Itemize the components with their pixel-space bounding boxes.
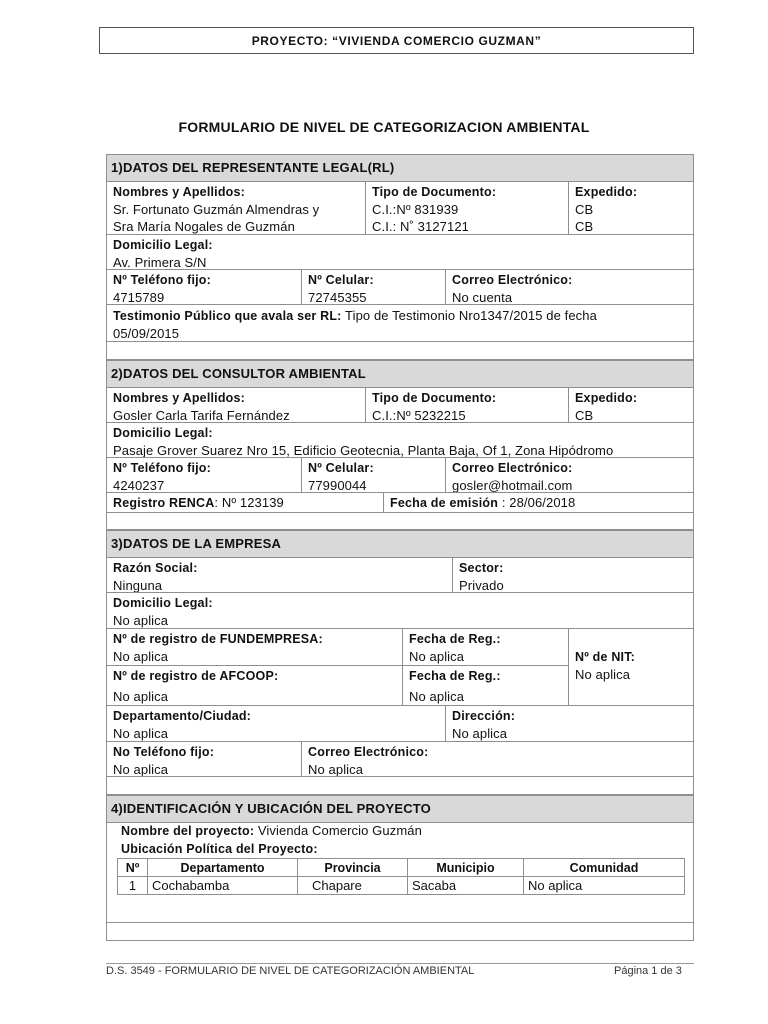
em-nit-label: Nº de NIT: bbox=[575, 650, 636, 664]
em-nit-cell bbox=[568, 629, 693, 705]
em-afcoop-label: Nº de registro de AFCOOP: bbox=[113, 669, 279, 683]
ca-domicilio-value: Pasaje Grover Suarez Nro 15, Edificio Geotecnia, Planta Baja, Of 1, Zona Hipódromo bbox=[113, 443, 614, 458]
footer-page-number: Página 1 de 3 bbox=[614, 965, 682, 977]
em-dir-value: No aplica bbox=[452, 726, 508, 741]
rl-names-value-1: Sr. Fortunato Guzmán Almendras y bbox=[113, 202, 320, 217]
section-identificacion-proyecto bbox=[106, 795, 694, 941]
rl-names-cell bbox=[107, 182, 365, 234]
em-fund-label: Nº de registro de FUNDEMPRESA: bbox=[113, 632, 323, 646]
rl-domicilio-value: Av. Primera S/N bbox=[113, 255, 207, 270]
ca-names-value: Gosler Carla Tarifa Fernández bbox=[113, 408, 290, 423]
ca-fecha-value: : 28/06/2018 bbox=[498, 495, 576, 510]
ca-mail-label: Correo Electrónico: bbox=[452, 461, 573, 475]
rl-cel-label: Nº Celular: bbox=[308, 273, 374, 287]
section-4-header: 4)IDENTIFICACIÓN Y UBICACIÓN DEL PROYECTO bbox=[107, 796, 693, 822]
ca-names-cell bbox=[107, 388, 365, 422]
section-datos-empresa bbox=[106, 530, 694, 795]
ca-doc-value: C.I.:Nº 5232215 bbox=[372, 408, 466, 423]
ca-renca-cell bbox=[107, 493, 383, 512]
pr-ubicacion-label: Ubicación Política del Proyecto: bbox=[121, 842, 318, 856]
ca-renca-row bbox=[107, 492, 693, 512]
rl-testimonio-value-1: Tipo de Testimonio Nro1347/2015 de fecha bbox=[341, 308, 597, 323]
em-tel-value: No aplica bbox=[113, 762, 169, 777]
em-domicilio-label: Domicilio Legal: bbox=[113, 596, 213, 610]
cell-provincia: Chapare bbox=[298, 877, 408, 895]
rl-doc-label: Tipo de Documento: bbox=[372, 185, 497, 199]
ca-cel-value: 77990044 bbox=[308, 478, 367, 493]
ca-contact-row bbox=[107, 457, 693, 492]
ca-mail-cell bbox=[445, 458, 693, 492]
rl-contact-row bbox=[107, 269, 693, 304]
cell-numero: 1 bbox=[118, 877, 148, 895]
ca-mail-value: gosler@hotmail.com bbox=[452, 478, 573, 493]
em-mail-label: Correo Electrónico: bbox=[308, 745, 429, 759]
section-2-spacer bbox=[107, 512, 693, 531]
em-razon-cell bbox=[107, 558, 452, 592]
em-depto-cell bbox=[107, 706, 445, 741]
rl-exp-value-2: CB bbox=[575, 219, 594, 234]
ca-fecha-label: Fecha de emisión bbox=[390, 496, 499, 510]
cell-municipio: Sacaba bbox=[408, 877, 524, 895]
rl-cel-cell bbox=[301, 270, 445, 304]
ca-fecha-cell bbox=[383, 493, 693, 512]
ca-exp-value: CB bbox=[575, 408, 594, 423]
section-consultor-ambiental bbox=[106, 360, 694, 530]
em-razon-value: Ninguna bbox=[113, 578, 163, 593]
em-registro-row bbox=[107, 628, 693, 705]
rl-mail-label: Correo Electrónico: bbox=[452, 273, 573, 287]
em-razon-row bbox=[107, 557, 693, 592]
pr-nombre-label: Nombre del proyecto: bbox=[121, 824, 255, 838]
rl-mail-value: No cuenta bbox=[452, 290, 513, 305]
section-1-spacer bbox=[107, 341, 693, 361]
em-domicilio-cell bbox=[107, 593, 693, 628]
rl-tel-value: 4715789 bbox=[113, 290, 165, 305]
em-dir-label: Dirección: bbox=[452, 709, 516, 723]
rl-tel-cell bbox=[107, 270, 301, 304]
em-afcoop-value: No aplica bbox=[113, 689, 169, 704]
rl-names-label: Nombres y Apellidos: bbox=[113, 185, 246, 199]
em-tel-cell bbox=[107, 742, 301, 776]
ca-exp-cell bbox=[568, 388, 693, 422]
ca-cel-cell bbox=[301, 458, 445, 492]
pr-nombre-value: Vivienda Comercio Guzmán bbox=[254, 823, 422, 838]
em-fecha2-value: No aplica bbox=[409, 689, 465, 704]
col-provincia-header: Provincia bbox=[298, 859, 408, 877]
em-fecha1-value: No aplica bbox=[409, 649, 465, 664]
section-3-spacer bbox=[107, 776, 693, 796]
rl-domicilio-label: Domicilio Legal: bbox=[113, 238, 213, 252]
rl-doc-value-2: C.I.: N˚ 3127121 bbox=[372, 219, 469, 234]
cell-comunidad: No aplica bbox=[524, 877, 685, 895]
cell-departamento: Cochabamba bbox=[148, 877, 298, 895]
section-3-header: 3)DATOS DE LA EMPRESA bbox=[107, 531, 693, 557]
footer-divider bbox=[106, 963, 694, 964]
em-depto-value: No aplica bbox=[113, 726, 169, 741]
ca-renca-value: : Nº 123139 bbox=[214, 495, 284, 510]
ca-names-label: Nombres y Apellidos: bbox=[113, 391, 246, 405]
rl-names-value-2: Sra María Nogales de Guzmán bbox=[113, 219, 295, 234]
pr-nombre bbox=[121, 823, 422, 838]
em-sector-value: Privado bbox=[459, 578, 504, 593]
col-comunidad-header: Comunidad bbox=[524, 859, 685, 877]
em-afcoop-cell bbox=[107, 665, 402, 705]
rl-exp-cell bbox=[568, 182, 693, 234]
em-fecha1-cell bbox=[402, 629, 568, 665]
ca-cel-label: Nº Celular: bbox=[308, 461, 374, 475]
rl-testimonio-row bbox=[107, 304, 693, 341]
rl-doc-cell bbox=[365, 182, 568, 234]
em-domicilio-value: No aplica bbox=[113, 613, 169, 628]
ca-tel-label: Nº Teléfono fijo: bbox=[113, 461, 211, 475]
rl-exp-label: Expedido: bbox=[575, 185, 638, 199]
section-representante-legal bbox=[106, 154, 694, 360]
em-sector-label: Sector: bbox=[459, 561, 504, 575]
ca-tel-cell bbox=[107, 458, 301, 492]
em-depto-row bbox=[107, 705, 693, 741]
col-departamento-header: Departamento bbox=[148, 859, 298, 877]
ca-domicilio-label: Domicilio Legal: bbox=[113, 426, 213, 440]
col-municipio-header: Municipio bbox=[408, 859, 524, 877]
em-fecha1-label: Fecha de Reg.: bbox=[409, 632, 501, 646]
form-title: FORMULARIO DE NIVEL DE CATEGORIZACION AMBIENTAL bbox=[178, 119, 590, 135]
em-contact-row bbox=[107, 741, 693, 776]
table-row bbox=[118, 877, 685, 895]
ubicacion-table bbox=[117, 858, 685, 895]
em-domicilio-row bbox=[107, 592, 693, 628]
rl-domicilio-cell bbox=[107, 235, 693, 269]
em-fecha2-cell bbox=[402, 665, 568, 705]
ca-domicilio-row bbox=[107, 422, 693, 457]
ca-doc-cell bbox=[365, 388, 568, 422]
project-title-box: PROYECTO: “VIVIENDA COMERCIO GUZMAN” bbox=[99, 27, 694, 54]
rl-testimonio-label: Testimonio Público que avala ser RL: bbox=[113, 309, 342, 323]
ca-renca-label: Registro RENCA bbox=[113, 496, 215, 510]
rl-domicilio-row bbox=[107, 234, 693, 269]
pr-body bbox=[107, 822, 693, 922]
ubicacion-header-row bbox=[118, 859, 685, 877]
rl-mail-cell bbox=[445, 270, 693, 304]
rl-tel-label: Nº Teléfono fijo: bbox=[113, 273, 211, 287]
em-fecha2-label: Fecha de Reg.: bbox=[409, 669, 501, 683]
rl-testimonio-value-2: 05/09/2015 bbox=[113, 326, 180, 341]
ca-tel-value: 4240237 bbox=[113, 478, 165, 493]
em-nit-value: No aplica bbox=[575, 667, 631, 682]
section-1-header: 1)DATOS DEL REPRESENTANTE LEGAL(RL) bbox=[107, 155, 693, 181]
footer-document-title: D.S. 3549 - FORMULARIO DE NIVEL DE CATEGORIZACIÓN AMBIENTAL bbox=[106, 965, 475, 977]
rl-cel-value: 72745355 bbox=[308, 290, 367, 305]
em-razon-label: Razón Social: bbox=[113, 561, 198, 575]
ca-domicilio-cell bbox=[107, 423, 693, 457]
em-mail-value: No aplica bbox=[308, 762, 364, 777]
ca-exp-label: Expedido: bbox=[575, 391, 638, 405]
ca-doc-label: Tipo de Documento: bbox=[372, 391, 497, 405]
col-numero-header: Nº bbox=[118, 859, 148, 877]
section-4-spacer bbox=[107, 922, 693, 942]
em-fund-value: No aplica bbox=[113, 649, 169, 664]
em-dir-cell bbox=[445, 706, 693, 741]
em-mail-cell bbox=[301, 742, 693, 776]
em-fund-cell bbox=[107, 629, 402, 665]
rl-doc-value-1: C.I.:Nº 831939 bbox=[372, 202, 459, 217]
section-2-header: 2)DATOS DEL CONSULTOR AMBIENTAL bbox=[107, 361, 693, 387]
em-sector-cell bbox=[452, 558, 693, 592]
rl-names-row bbox=[107, 181, 693, 234]
rl-exp-value-1: CB bbox=[575, 202, 594, 217]
em-depto-label: Departamento/Ciudad: bbox=[113, 709, 252, 723]
rl-testimonio-cell bbox=[107, 305, 693, 341]
ca-names-row bbox=[107, 387, 693, 422]
em-tel-label: No Teléfono fijo: bbox=[113, 745, 215, 759]
